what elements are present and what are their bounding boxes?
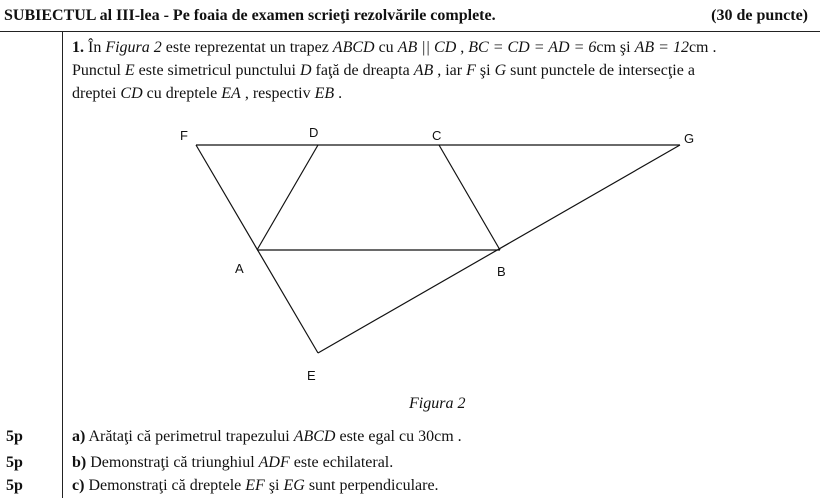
item-c bbox=[72, 477, 439, 495]
segment-BC bbox=[439, 145, 500, 250]
math: D bbox=[299, 62, 312, 79]
item-letter: a) bbox=[72, 428, 86, 445]
segment-AD bbox=[257, 145, 318, 250]
math: G bbox=[494, 62, 507, 79]
problem-number: 1. bbox=[72, 39, 84, 56]
text: Punctul bbox=[72, 62, 125, 79]
text: este simetricul punctului bbox=[134, 62, 300, 79]
text: cm . bbox=[688, 39, 717, 56]
figure-caption: Figura 2 bbox=[409, 395, 466, 412]
math: AB || CD bbox=[397, 39, 457, 56]
text: Demonstraţi că dreptele bbox=[84, 477, 246, 494]
section-points: (30 de puncte) bbox=[711, 7, 808, 24]
score-c: 5p bbox=[6, 477, 23, 494]
text: şi bbox=[264, 477, 284, 494]
text: este echilateral. bbox=[289, 454, 394, 471]
item-letter: c) bbox=[72, 477, 85, 494]
math: EF bbox=[245, 477, 265, 494]
text: , respectiv bbox=[240, 85, 315, 102]
math: F bbox=[466, 62, 476, 79]
item-a bbox=[72, 428, 462, 446]
label-A: A bbox=[235, 261, 244, 276]
text: Demonstraţi că triunghiul bbox=[86, 454, 259, 471]
math: E bbox=[124, 62, 135, 79]
figure-lines bbox=[196, 145, 680, 353]
item-letter: b) bbox=[72, 454, 87, 471]
label-E: E bbox=[307, 368, 316, 383]
math: EA bbox=[221, 85, 241, 102]
text: este egal cu 30 bbox=[335, 428, 435, 445]
math: ADF bbox=[258, 454, 290, 471]
text: dreptei bbox=[72, 85, 121, 102]
text: cu bbox=[374, 39, 398, 56]
text: cu dreptele bbox=[142, 85, 222, 102]
math: CD bbox=[120, 85, 143, 102]
text: sunt punctele de intersecţie a bbox=[506, 62, 695, 79]
text: faţă de dreapta bbox=[311, 62, 414, 79]
text: . bbox=[334, 85, 343, 102]
section-title: SUBIECTUL al III-lea - Pe foaia de examen scrieţi rezolvările complete. bbox=[4, 7, 496, 24]
text: cm şi bbox=[596, 39, 635, 56]
text: şi bbox=[475, 62, 495, 79]
math: AB bbox=[413, 62, 434, 79]
figure-reference: Figura 2 bbox=[105, 39, 162, 56]
label-C: C bbox=[432, 128, 442, 143]
math: EB bbox=[314, 85, 335, 102]
text: este reprezentat un trapez bbox=[161, 39, 333, 56]
score-b: 5p bbox=[6, 454, 23, 471]
label-G: G bbox=[684, 131, 695, 146]
text: sunt perpendiculare. bbox=[304, 477, 439, 494]
item-b bbox=[72, 454, 393, 472]
math: BC = CD = AD = 6 bbox=[468, 39, 597, 56]
text: cm . bbox=[434, 428, 462, 445]
math: ABCD bbox=[332, 39, 375, 56]
label-D: D bbox=[309, 125, 319, 140]
score-a: 5p bbox=[6, 428, 23, 445]
text: În bbox=[84, 39, 106, 56]
label-F: F bbox=[180, 128, 188, 143]
math: AB = 12 bbox=[634, 39, 689, 56]
text: , iar bbox=[433, 62, 467, 79]
text: , bbox=[456, 39, 469, 56]
math: ABCD bbox=[293, 428, 336, 445]
label-B: B bbox=[497, 264, 506, 279]
math: EG bbox=[283, 477, 305, 494]
text: Arătaţi că perimetrul trapezului bbox=[85, 428, 294, 445]
